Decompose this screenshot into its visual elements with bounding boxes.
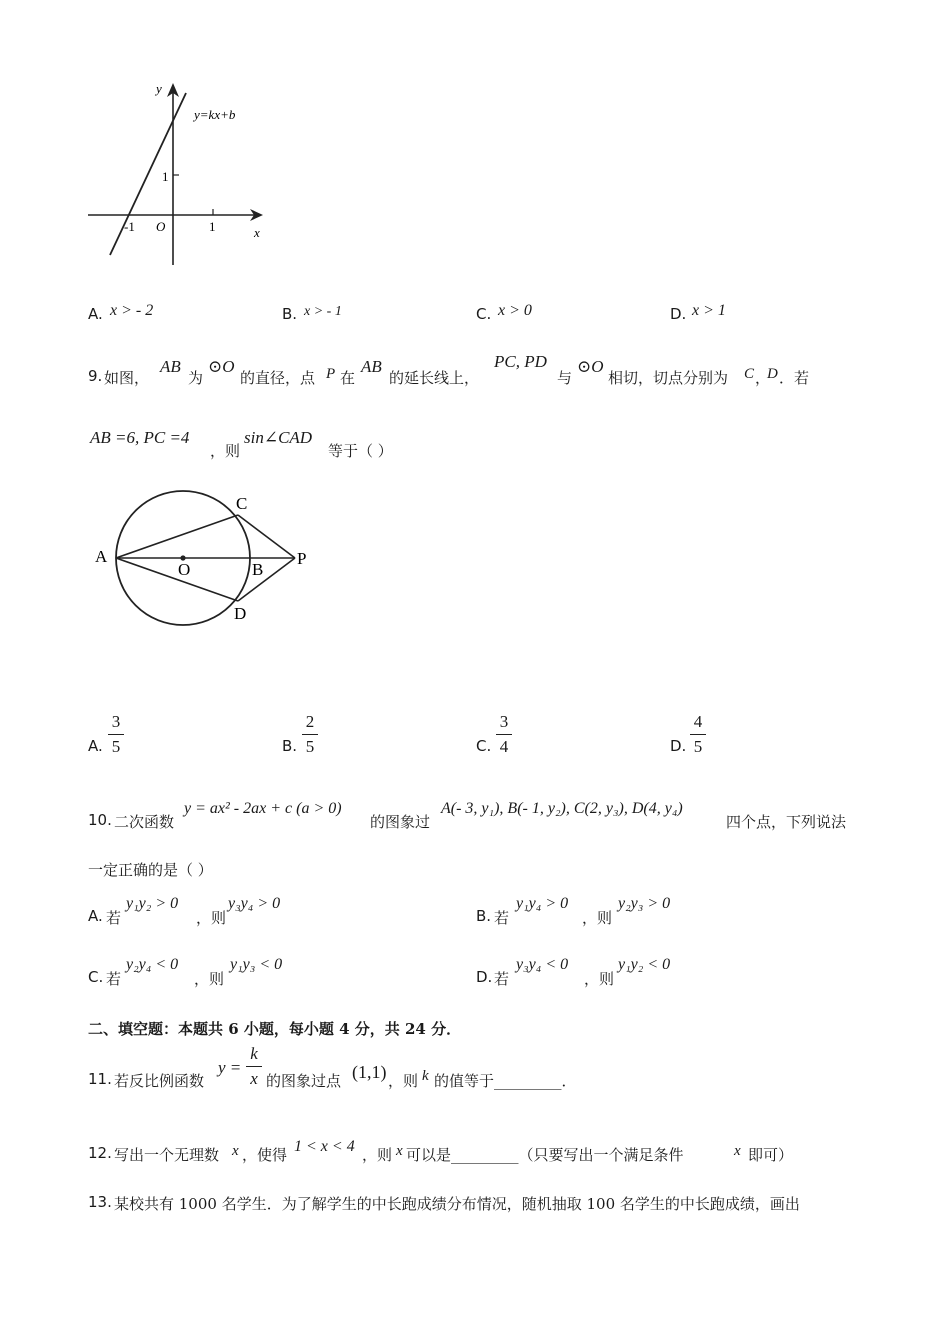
q8-option-b-expr: x > - 1 <box>304 304 342 319</box>
q9-text: 的直径，点 <box>240 369 316 387</box>
line-label: y=kx+b <box>194 107 236 122</box>
tick-label-x1: 1 <box>209 219 216 234</box>
q9-sin-cad: sin∠CAD <box>244 428 313 447</box>
denominator: 4 <box>499 737 509 756</box>
q10-text: 若 <box>106 970 122 988</box>
q10-text: ，则 <box>584 970 615 988</box>
q9-option-d-fraction <box>690 712 706 757</box>
q10-text: 若 <box>106 909 122 927</box>
q10-text: 若 <box>494 970 510 988</box>
x-axis-label: x <box>254 225 260 240</box>
q8-option-c-letter: C. <box>476 305 492 323</box>
tick-label-x-neg1: -1 <box>124 219 135 234</box>
line-y-kx-b <box>110 93 186 255</box>
q9-condition: AB =6, PC =4 <box>90 428 190 447</box>
q12-x: x <box>396 1143 403 1159</box>
q12-x: x <box>734 1143 741 1159</box>
q12-number: 12. <box>88 1144 112 1162</box>
circle-tangent-figure <box>90 480 320 630</box>
denominator: x <box>250 1069 258 1088</box>
q10-option-d-letter: D. <box>476 968 493 986</box>
point-label-b: B <box>252 560 264 579</box>
q10-option-d-condition: y₃y₄ < 0 <box>516 956 569 973</box>
q9-option-b-fraction <box>302 712 318 757</box>
q9-text: ．若 <box>779 369 810 387</box>
q10-text: ，则 <box>196 909 227 927</box>
q10-text: 的图象过 <box>370 813 431 831</box>
q10-text-line2: 一定正确的是（ ） <box>88 861 213 879</box>
origin-label: O <box>156 219 166 234</box>
q10-text: 若 <box>494 909 510 927</box>
q10-option-a-condition: y₁y₂ > 0 <box>126 895 179 912</box>
numerator: 3 <box>111 712 121 731</box>
q13-number: 13. <box>88 1193 112 1211</box>
q11-point: (1,1) <box>352 1062 387 1082</box>
point-label-p: P <box>297 549 307 568</box>
q10-option-b-letter: B. <box>476 907 492 925</box>
q9-text: ，则 <box>210 442 241 460</box>
q8-option-d-expr: x > 1 <box>692 302 726 319</box>
q10-option-c-result: y₁y₃ < 0 <box>230 956 283 973</box>
q10-option-b-result: y₂y₃ > 0 <box>618 895 671 912</box>
tick-label-y1: 1 <box>162 169 169 184</box>
segment-ac <box>116 515 238 558</box>
q8-option-a-letter: A. <box>88 305 103 323</box>
q10-option-d-result: y₁y₂ < 0 <box>618 956 671 973</box>
q11-text-blank: 的值等于_________． <box>434 1072 577 1090</box>
q8-option-c-expr: x > 0 <box>498 302 532 319</box>
q11-y-equals: y = <box>218 1058 242 1077</box>
q8-option-d-letter: D. <box>670 305 687 323</box>
q11-text: ，则 <box>388 1072 419 1090</box>
q9-math-ab: AB <box>160 357 181 376</box>
q10-function: y = ax² - 2ax + c (a > 0) <box>184 800 342 817</box>
q9-text: 与 <box>557 369 573 387</box>
q9-math-ab-2: AB <box>361 357 382 376</box>
q12-text: ，则 <box>362 1146 393 1164</box>
q10-text: ，则 <box>582 909 613 927</box>
y-axis-label: y <box>156 81 162 96</box>
q12-text: 写出一个无理数 <box>114 1146 220 1164</box>
q9-option-d-letter: D. <box>670 737 687 755</box>
q11-k: k <box>422 1068 429 1084</box>
q8-option-a-expr: x > - 2 <box>110 302 154 319</box>
q10-text: 四个点，下列说法 <box>726 813 847 831</box>
q10-points: A(- 3, y₁), B(- 1, y₂), C(2, y₃), D(4, y₄) <box>441 800 683 817</box>
q9-math-circle-o: ⊙O <box>208 357 235 376</box>
numerator: 3 <box>499 712 509 731</box>
q10-text: ，则 <box>194 970 225 988</box>
q11-fraction <box>246 1044 262 1089</box>
q9-option-b-letter: B. <box>282 737 298 755</box>
q9-option-a-fraction <box>108 712 124 757</box>
q9-text: 相切，切点分别为 <box>608 369 729 387</box>
q9-math-circle-o-2: ⊙O <box>577 357 604 376</box>
q11-number: 11. <box>88 1070 112 1088</box>
section-heading-fill-in: 二、填空题：本题共 6 小题，每小题 4 分，共 24 分． <box>88 1020 462 1038</box>
q12-x: x <box>232 1143 239 1159</box>
q10-option-c-letter: C. <box>88 968 104 986</box>
q9-text: 在 <box>340 369 356 387</box>
q10-option-c-condition: y₂y₄ < 0 <box>126 956 179 973</box>
q9-math-p: P <box>326 366 336 382</box>
q9-option-c-letter: C. <box>476 737 492 755</box>
linear-function-graph <box>80 75 280 275</box>
q12-text: ，使得 <box>242 1146 288 1164</box>
q9-text: 为 <box>188 369 204 387</box>
q9-math-c: C <box>744 366 755 382</box>
q9-math-d: D <box>767 366 778 382</box>
q9-text: 如图， <box>104 369 150 387</box>
q12-text-blank: 可以是_________（只要写出一个满足条件 <box>406 1146 684 1164</box>
q9-option-c-fraction <box>496 712 512 757</box>
denominator: 5 <box>305 737 315 756</box>
q12-text: 即可） <box>748 1146 794 1164</box>
point-label-o: O <box>178 560 191 579</box>
point-label-c: C <box>236 494 248 513</box>
q10-option-a-result: y₃y₄ > 0 <box>228 895 281 912</box>
q9-option-a-letter: A. <box>88 737 103 755</box>
q12-inequality: 1 < x < 4 <box>294 1138 355 1155</box>
q9-math-pc-pd: PC, PD <box>494 352 547 371</box>
segment-ad <box>116 558 238 601</box>
q10-option-b-condition: y₁y₄ > 0 <box>516 895 569 912</box>
q10-number: 10. <box>88 811 112 829</box>
q9-number: 9. <box>88 367 103 385</box>
q9-text: 的延长线上， <box>389 369 480 387</box>
q8-option-b-letter: B. <box>282 305 298 323</box>
point-label-a: A <box>95 547 108 566</box>
numerator: 4 <box>693 712 703 731</box>
q10-option-a-letter: A. <box>88 907 103 925</box>
q11-text: 若反比例函数 <box>114 1072 205 1090</box>
denominator: 5 <box>693 737 703 756</box>
q9-text: 等于（ ） <box>328 442 393 460</box>
numerator: 2 <box>305 712 315 731</box>
q10-text: 二次函数 <box>114 813 175 831</box>
q13-text: 某校共有 1000 名学生．为了解学生的中长跑成绩分布情况，随机抽取 100 名学生的中长跑成绩，画出 <box>114 1195 800 1213</box>
q9-text: ， <box>755 369 771 387</box>
numerator: k <box>250 1044 258 1063</box>
q11-text: 的图象过点 <box>266 1072 342 1090</box>
denominator: 5 <box>111 737 121 756</box>
point-label-d: D <box>234 604 247 623</box>
